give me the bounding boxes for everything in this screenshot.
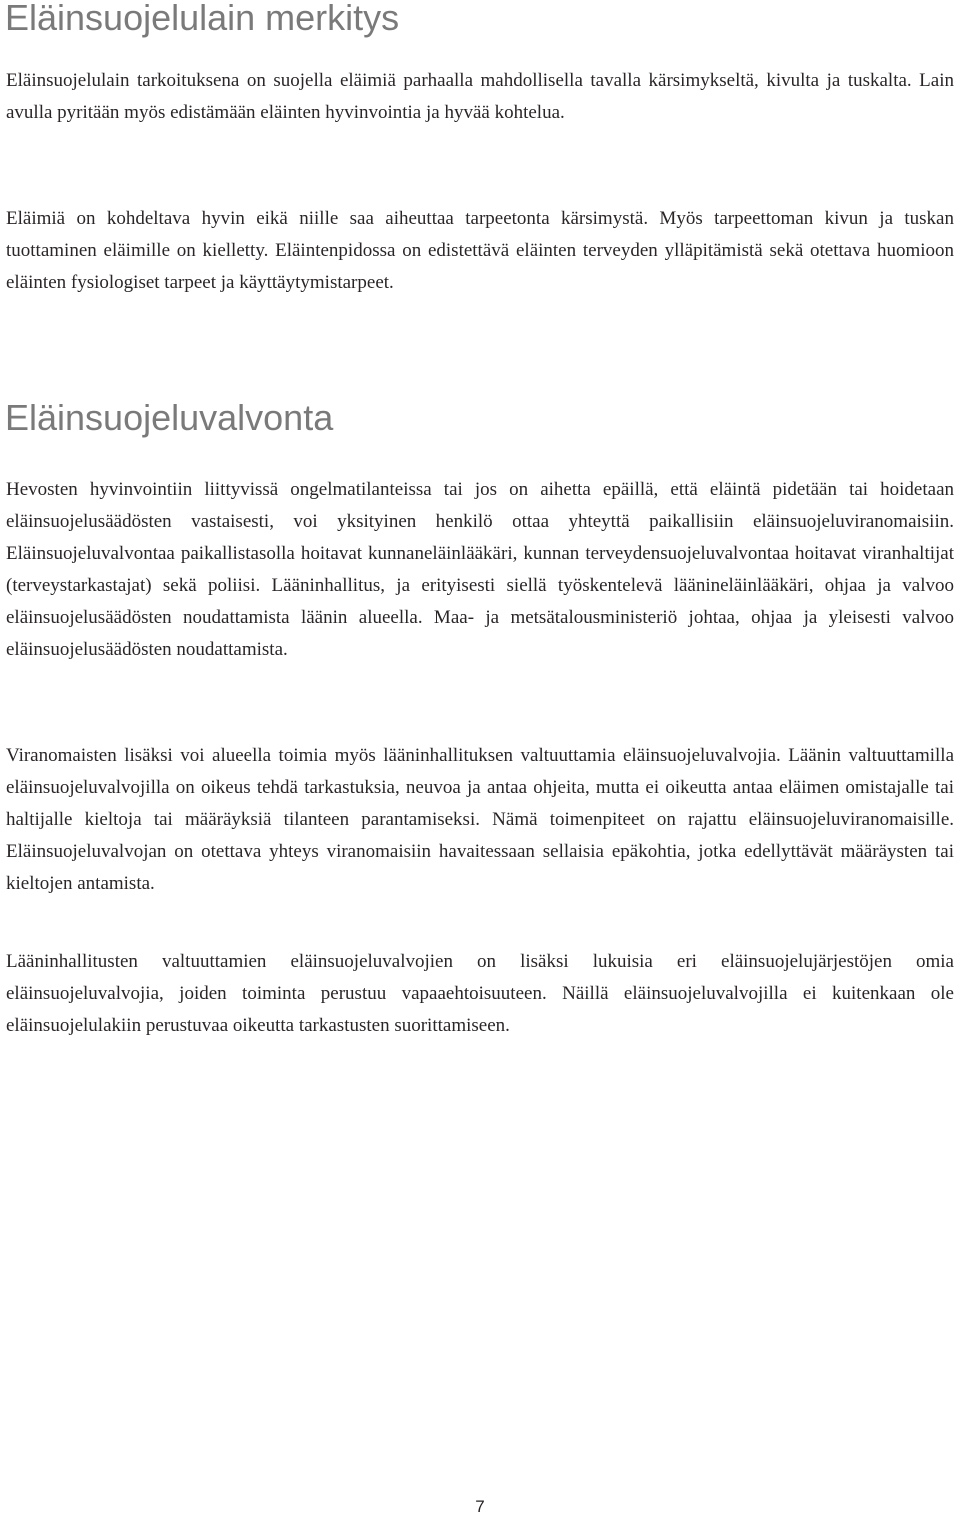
section-title-animal-protection-law: Eläinsuojelulain merkitys xyxy=(5,0,400,38)
paragraph-authorized-inspectors: Viranomaisten lisäksi voi alueella toimia myös lääninhallituksen valtuuttamia eläinsuojeluvalvojia. Läänin valtuuttamilla eläinsuojeluvalvojilla on oikeus tehdä tarkastuksia, neuvoa ja antaa ohjeita, mutta ei oikeutta antaa eläimen omistajalle tai haltijalle kieltoja tai määräyksiä tilanteen parantamiseksi. Nämä toimenpiteet on rajattu eläinsuojeluviranomaisille. Eläinsuojeluvalvojan on otettava yhteys viranomaisiin havaitessaan sellaisia epäkohtia, jotka edellyttävät määräysten tai kieltojen antamista. xyxy=(6,745,954,894)
paragraph-treatment-of-animals: Eläimiä on kohdeltava hyvin eikä niille saa aiheuttaa tarpeetonta kärsimystä. Myös tarpeettoman kivun ja tuskan tuottaminen eläimille on kielletty. Eläintenpidossa on edistettävä eläinten terveyden ylläpitämistä sekä otettava huomioon eläinten fysiologiset tarpeet ja käyttäytymistarpeet. xyxy=(6,208,954,293)
page-number: 7 xyxy=(475,1497,485,1516)
section-title-animal-welfare-supervision: Eläinsuojeluvalvonta xyxy=(5,397,334,438)
paragraph-authorities: Hevosten hyvinvointiin liittyvissä ongelmatilanteissa tai jos on aihetta epäillä, että eläintä pidetään tai hoidetaan eläinsuojelusäädösten vastaisesti, voi yksityinen henkilö ottaa yhteyttä paikallisiin eläinsuojeluviranomaisiin. Eläinsuojeluvalvontaa paikallistasolla hoitavat kunnaneläinlääkäri, kunnan terveydensuojeluvalvontaa hoitavat viranhaltijat (terveystarkastajat) sekä poliisi. Lääninhallitus, ja erityisesti siellä työskentelevä läänineläinlääkäri, ohjaa ja valvoo eläinsuojelusäädösten noudattamista läänin alueella. Maa- ja metsätalousministeriö johtaa, ohjaa ja yleisesti valvoo eläinsuojelusäädösten noudattamista. xyxy=(6,479,954,660)
page-footer xyxy=(0,1497,960,1517)
paragraph-law-purpose: Eläinsuojelulain tarkoituksena on suojella eläimiä parhaalla mahdollisella tavalla kärsimykseltä, kivulta ja tuskalta. Lain avulla pyritään myös edistämään eläinten hyvinvointia ja hyvää kohtelua. xyxy=(6,70,954,123)
paragraph-voluntary-inspectors: Lääninhallitusten valtuuttamien eläinsuojeluvalvojien on lisäksi lukuisia eri eläinsuojelujärjestöjen omia eläinsuojeluvalvojia, joiden toiminta perustuu vapaaehtoisuuteen. Näillä eläinsuojeluvalvojilla ei kuitenkaan ole eläinsuojelulakiin perustuvaa oikeutta tarkastusten suorittamiseen. xyxy=(6,951,954,1036)
